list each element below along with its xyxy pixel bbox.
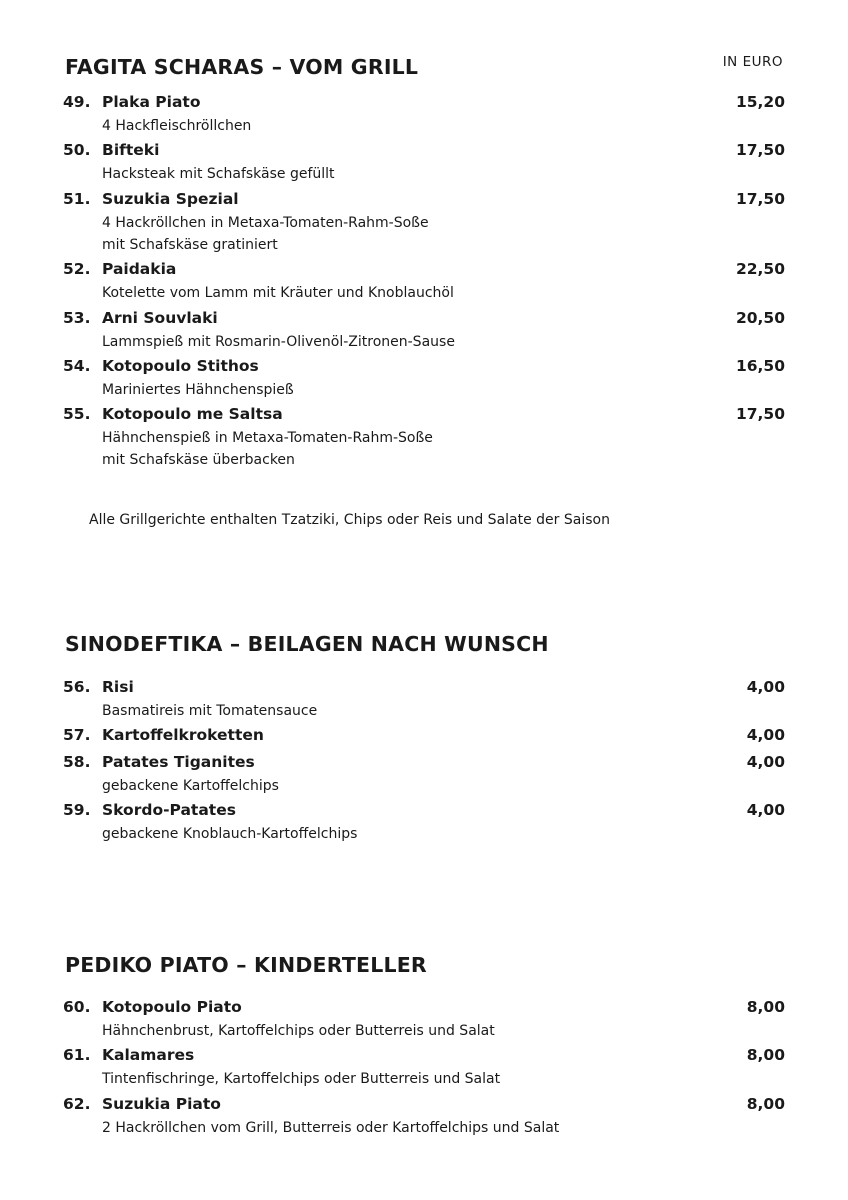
item-number: 51. (63, 190, 91, 208)
menu-item-57 (63, 726, 785, 753)
item-number: 62. (63, 1095, 91, 1113)
menu-item-49 (63, 93, 785, 141)
menu-item-52 (63, 260, 785, 309)
item-name: Skordo-Patates (102, 801, 236, 819)
item-description: mit Schafskäse gratiniert (102, 237, 278, 253)
grill-footnote: Alle Grillgerichte enthalten Tzatziki, Chips oder Reis und Salate der Saison (89, 512, 610, 528)
menu-item-53 (63, 309, 785, 357)
item-description: gebackene Knoblauch-Kartoffelchips (102, 826, 358, 842)
menu-item-62 (63, 1095, 785, 1143)
item-name: Kotopoulo Piato (102, 998, 242, 1016)
item-name: Suzukia Piato (102, 1095, 221, 1113)
item-description: Tintenfischringe, Kartoffelchips oder Butterreis und Salat (102, 1071, 501, 1087)
item-price: 17,50 (735, 141, 785, 159)
item-description: 4 Hackfleischröllchen (102, 118, 252, 134)
section-title-kids: PEDIKO PIATO – KINDERTELLER (65, 953, 427, 977)
item-description: Mariniertes Hähnchenspieß (102, 382, 294, 398)
item-price: 4,00 (746, 678, 785, 696)
item-description: Basmatireis mit Tomatensauce (102, 703, 318, 719)
item-number: 55. (63, 405, 91, 423)
item-name: Bifteki (102, 141, 160, 159)
item-price: 8,00 (746, 1046, 785, 1064)
item-price: 17,50 (735, 190, 785, 208)
item-description: 4 Hackröllchen in Metaxa-Tomaten-Rahm-Soße (102, 215, 429, 231)
menu-list-sides (63, 678, 785, 849)
section-title-grill: FAGITA SCHARAS – VOM GRILL (65, 55, 419, 79)
item-description: Kotelette vom Lamm mit Kräuter und Knoblauchöl (102, 285, 454, 301)
menu-item-60 (63, 998, 785, 1046)
item-price: 8,00 (746, 1095, 785, 1113)
item-name: Kotopoulo me Saltsa (102, 405, 283, 423)
menu-list-grill (63, 93, 785, 471)
item-number: 50. (63, 141, 91, 159)
menu-item-50 (63, 141, 785, 190)
item-name: Suzukia Spezial (102, 190, 239, 208)
item-number: 57. (63, 726, 91, 744)
menu-item-56 (63, 678, 785, 726)
item-description: gebackene Kartoffelchips (102, 778, 279, 794)
item-price: 4,00 (746, 801, 785, 819)
item-description: Hacksteak mit Schafskäse gefüllt (102, 166, 335, 182)
item-price: 4,00 (746, 753, 785, 771)
item-description: 2 Hackröllchen vom Grill, Butterreis oder Kartoffelchips und Salat (102, 1120, 560, 1136)
item-description: Hähnchenbrust, Kartoffelchips oder Butterreis und Salat (102, 1023, 495, 1039)
section-title-sides: SINODEFTIKA – BEILAGEN NACH WUNSCH (65, 632, 549, 656)
item-name: Plaka Piato (102, 93, 201, 111)
item-number: 53. (63, 309, 91, 327)
item-name: Kartoffelkroketten (102, 726, 264, 744)
menu-list-kids (63, 998, 785, 1143)
item-number: 52. (63, 260, 91, 278)
item-number: 61. (63, 1046, 91, 1064)
item-number: 49. (63, 93, 91, 111)
item-number: 60. (63, 998, 91, 1016)
item-number: 56. (63, 678, 91, 696)
item-name: Kotopoulo Stithos (102, 357, 259, 375)
item-description: mit Schafskäse überbacken (102, 452, 295, 468)
item-name: Patates Tiganites (102, 753, 255, 771)
item-description: Lammspieß mit Rosmarin-Olivenöl-Zitronen-Sause (102, 334, 455, 350)
menu-item-61 (63, 1046, 785, 1095)
currency-note: IN EURO (722, 54, 783, 70)
menu-item-58 (63, 753, 785, 801)
item-price: 16,50 (735, 357, 785, 375)
menu-item-51 (63, 190, 785, 260)
menu-item-54 (63, 357, 785, 405)
item-number: 58. (63, 753, 91, 771)
item-name: Paidakia (102, 260, 177, 278)
item-price: 15,20 (735, 93, 785, 111)
item-number: 54. (63, 357, 91, 375)
item-price: 22,50 (735, 260, 785, 278)
item-name: Risi (102, 678, 134, 696)
item-price: 4,00 (746, 726, 785, 744)
item-price: 17,50 (735, 405, 785, 423)
menu-item-55 (63, 405, 785, 471)
item-description: Hähnchenspieß in Metaxa-Tomaten-Rahm-Soße (102, 430, 433, 446)
item-name: Kalamares (102, 1046, 195, 1064)
item-name: Arni Souvlaki (102, 309, 218, 327)
menu-item-59 (63, 801, 785, 849)
item-price: 20,50 (735, 309, 785, 327)
item-price: 8,00 (746, 998, 785, 1016)
item-number: 59. (63, 801, 91, 819)
